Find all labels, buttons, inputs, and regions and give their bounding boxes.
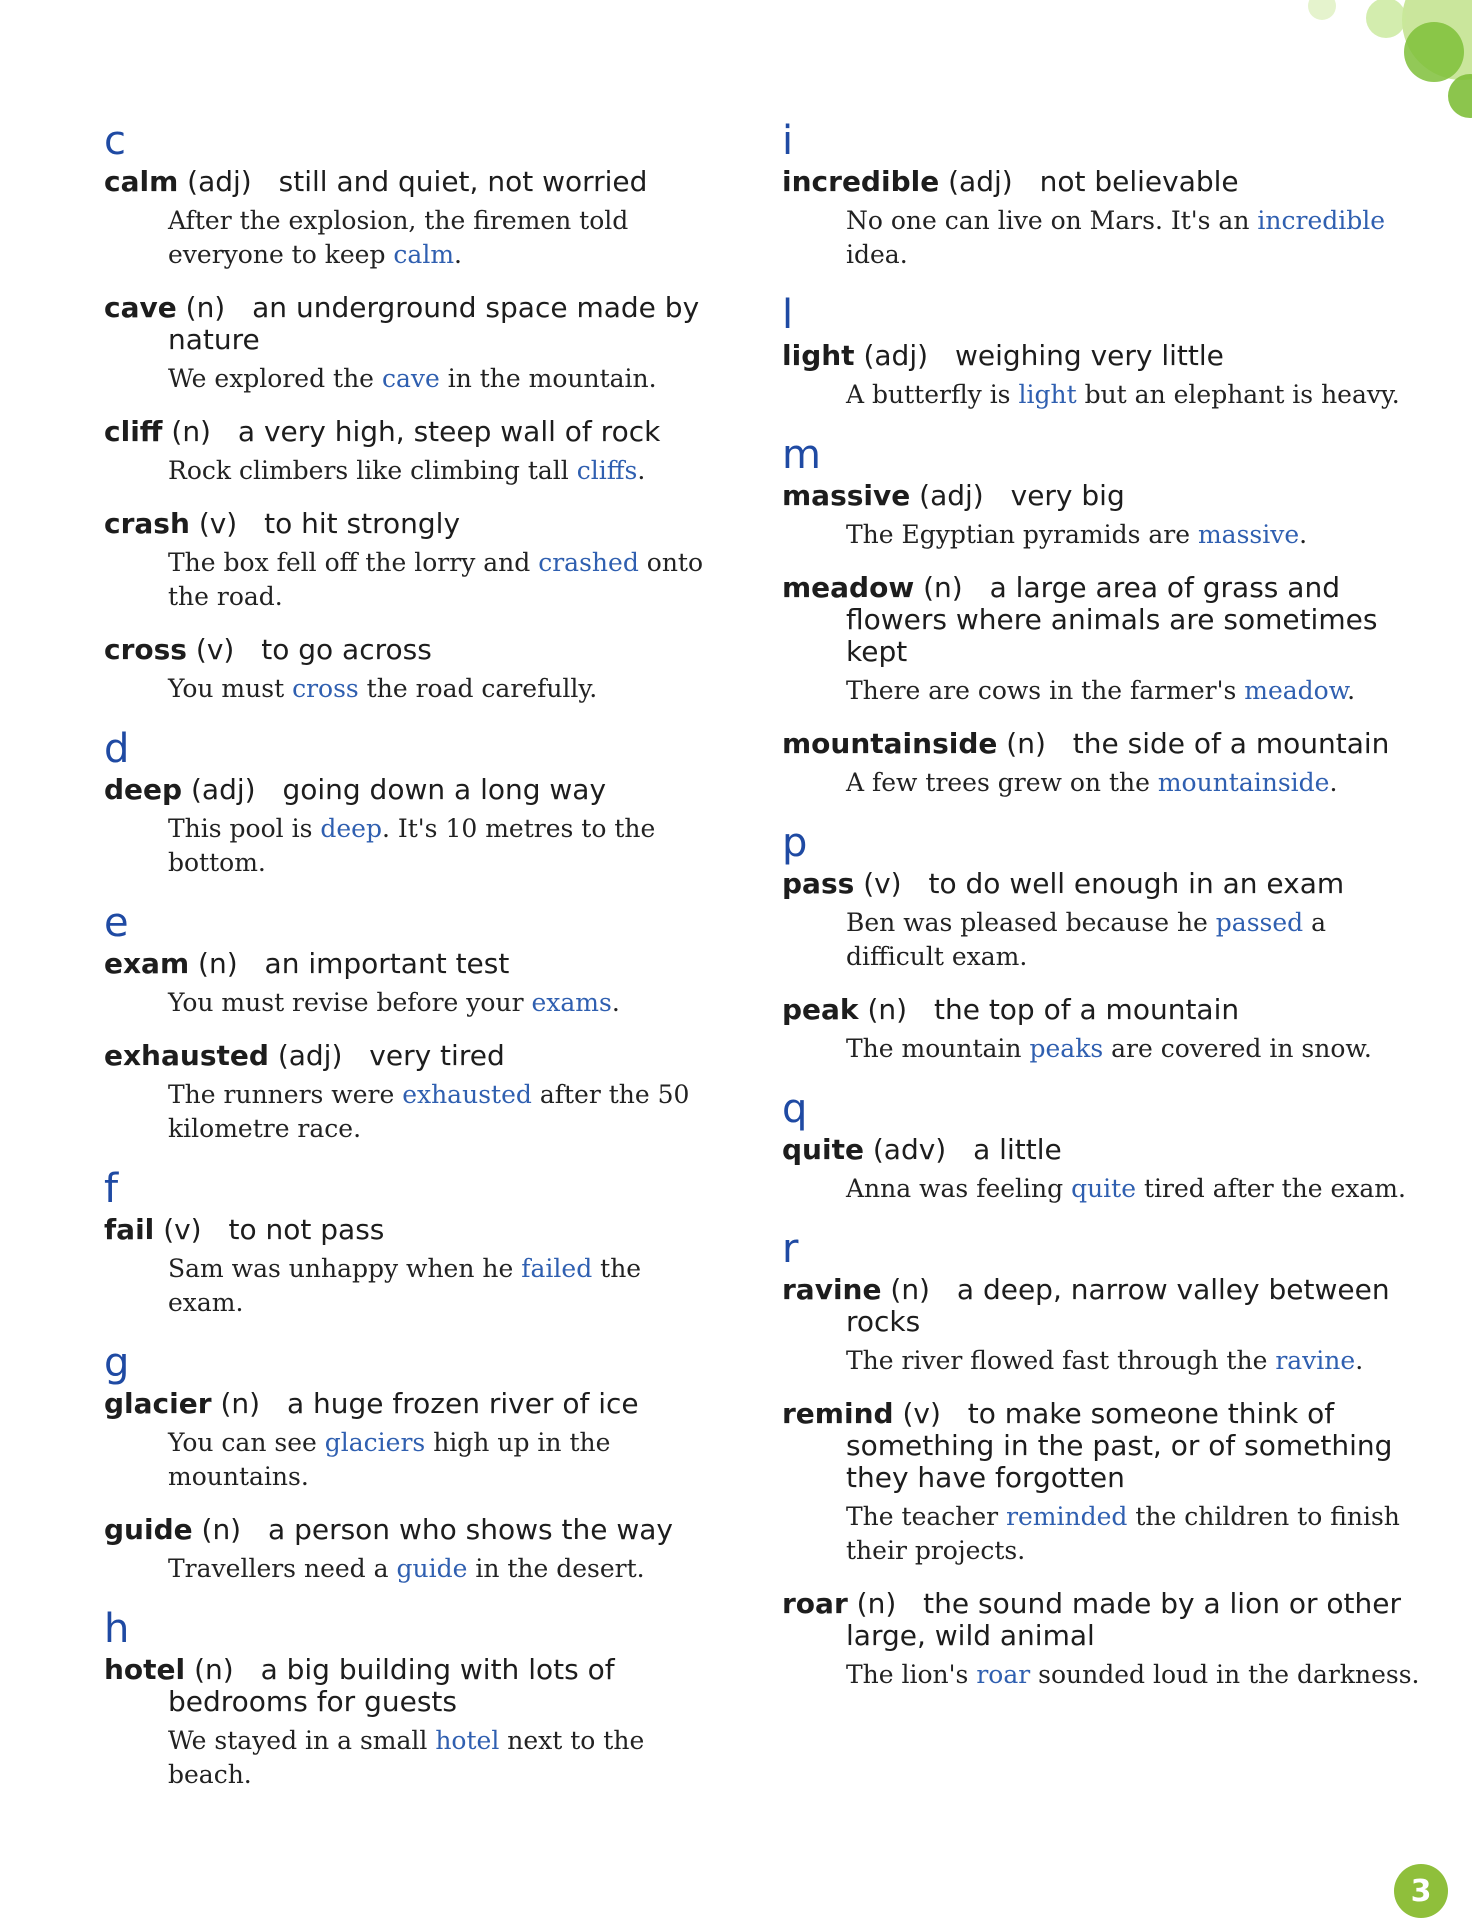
example-highlighted-word: hotel [435,1726,500,1755]
entry-part-of-speech: (adj) [190,773,256,806]
entry-definition: weighing very little [954,339,1224,372]
entry-example [104,1078,724,1146]
entry-headline [782,480,1422,512]
entry-part-of-speech: (n) [856,1587,897,1620]
entry-word: ravine [782,1273,882,1306]
entry-example [104,1426,724,1494]
entry-example [782,674,1422,708]
entry-headline [104,948,724,980]
entry-headline [782,1588,1422,1652]
example-text: idea. [846,240,908,269]
entry-example [104,1724,724,1792]
entry-definition: very big [1010,479,1125,512]
entry-example [104,672,724,706]
entry-headline [782,1398,1422,1494]
entry-headline [104,1654,724,1718]
entry-part-of-speech: (n) [890,1273,930,1306]
glossary-entry [782,1588,1422,1692]
letter-section [104,900,724,1146]
section-letter: p [782,820,808,866]
example-text: the children to finish their projects. [846,1502,1400,1565]
entry-definition: an important test [264,947,510,980]
entry-definition: not believable [1039,165,1239,198]
glossary-entry [104,1214,724,1320]
entry-part-of-speech: (n) [185,291,226,324]
entry-word: exhausted [104,1039,269,1072]
entry-word: crash [104,507,190,540]
page-number-badge: 3 [1394,1864,1448,1918]
example-highlighted-word: cave [381,364,440,393]
glossary-entry [782,480,1422,552]
glossary-entry [782,166,1422,272]
entry-example [782,906,1422,974]
glossary-entry [104,292,724,396]
section-letter: g [104,1340,130,1386]
letter-section [782,1086,1422,1206]
glossary-entry [782,572,1422,708]
entry-headline [104,166,724,198]
example-text: in the desert. [467,1554,645,1583]
entry-definition: a person who shows the way [268,1513,673,1546]
entry-definition: the top of a mountain [933,993,1240,1026]
example-text: Travellers need a [168,1554,397,1583]
example-text: . It's 10 metres to the bottom. [168,814,656,877]
example-text: . [1299,520,1308,549]
entry-example [104,812,724,880]
entry-word: remind [782,1397,894,1430]
entry-headline [782,994,1422,1026]
entry-word: cave [104,291,177,324]
glossary-entry [104,1514,724,1586]
example-highlighted-word: passed [1215,908,1304,937]
entry-headline [104,1214,724,1246]
entry-headline [104,1388,724,1420]
entry-headline [104,774,724,806]
glossary-entry [104,166,724,272]
entry-headline [104,1040,724,1072]
entry-word: hotel [104,1653,186,1686]
example-highlighted-word: exhausted [402,1080,532,1109]
letter-section [782,820,1422,1066]
letter-section [782,292,1422,412]
example-text: onto the road. [168,548,704,611]
example-text: No one can live on Mars. It's an [846,206,1258,235]
entry-word: exam [104,947,190,980]
example-text: a difficult exam. [846,908,1327,971]
entry-definition: a huge frozen river of ice [286,1387,639,1420]
entry-part-of-speech: (v) [195,633,235,666]
example-text: sounded loud in the darkness. [1030,1660,1420,1689]
example-text: The lion's [846,1660,977,1689]
example-text: A few trees grew on the [846,768,1158,797]
entry-example [782,1032,1422,1066]
entry-headline [104,1514,724,1546]
entry-part-of-speech: (adj) [919,479,984,512]
entry-definition: still and quiet, not worried [278,165,648,198]
entry-example [104,1552,724,1586]
glossary-entry [782,994,1422,1066]
glossary-entry [104,416,724,488]
example-highlighted-word: roar [976,1660,1031,1689]
example-text: tired after the exam. [1136,1174,1406,1203]
entry-part-of-speech: (adv) [872,1133,947,1166]
letter-section [104,1606,724,1792]
entry-headline [104,416,724,448]
entry-definition: to do well enough in an exam [928,867,1345,900]
example-text: You can see [168,1428,325,1457]
entry-word: roar [782,1587,848,1620]
example-highlighted-word: crashed [538,548,639,577]
entry-headline [782,1274,1422,1338]
example-text: The runners were [168,1080,403,1109]
entry-example [782,378,1422,412]
entry-definition: a deep, narrow valley between rocks [846,1273,1390,1338]
entry-example [782,518,1422,552]
example-text: A butterfly is [846,380,1019,409]
entry-definition: to go across [261,633,432,666]
entry-word: calm [104,165,179,198]
entry-word: meadow [782,571,915,604]
glossary-entry [104,948,724,1020]
glossary-entry [782,728,1422,800]
entry-part-of-speech: (n) [1006,727,1046,760]
example-text: high up in the mountains. [168,1428,611,1491]
entry-word: peak [782,993,859,1026]
entry-part-of-speech: (v) [198,507,238,540]
entry-definition: an underground space made by nature [168,291,700,356]
example-text: after the 50 kilometre race. [168,1080,690,1143]
example-text: After the explosion, the firemen told everyone to keep [168,206,629,269]
entry-part-of-speech: (v) [902,1397,941,1430]
entry-part-of-speech: (n) [171,415,211,448]
section-letter: q [782,1086,808,1132]
letter-section [782,1226,1422,1692]
example-highlighted-word: deep [320,814,382,843]
entry-part-of-speech: (adj) [863,339,929,372]
example-highlighted-word: quite [1071,1174,1137,1203]
entry-word: cross [104,633,187,666]
example-text: Sam was unhappy when he [168,1254,522,1283]
section-letter: d [104,726,130,772]
entry-definition: to hit strongly [264,507,461,540]
entry-definition: going down a long way [282,773,607,806]
section-letter: m [782,432,821,478]
example-highlighted-word: massive [1197,520,1300,549]
entry-example [104,546,724,614]
entry-word: guide [104,1513,193,1546]
example-text: You must revise before your [168,988,532,1017]
letter-section [104,118,724,706]
letter-section [782,432,1422,800]
entry-headline [782,1134,1422,1166]
example-text: The box fell off the lorry and [168,548,539,577]
entry-example [104,1252,724,1320]
entry-example [782,1658,1422,1692]
glossary-entry [782,1398,1422,1568]
example-highlighted-word: calm [393,240,455,269]
glossary-entry [104,1388,724,1494]
entry-definition: a big building with lots of bedrooms for guests [168,1653,615,1718]
entry-word: light [782,339,855,372]
glossary-entry [782,868,1422,974]
glossary-entry [782,1134,1422,1206]
example-text: Rock climbers like climbing tall [168,456,577,485]
entry-word: quite [782,1133,864,1166]
entry-definition: a very high, steep wall of rock [237,415,661,448]
example-text: the road carefully. [358,674,598,703]
example-text: next to the beach. [168,1726,645,1789]
glossary-entry [104,774,724,880]
example-text: Ben was pleased because he [846,908,1216,937]
section-letter: h [104,1606,130,1652]
entry-definition: the sound made by a lion or other large, wild animal [846,1587,1402,1652]
entry-part-of-speech: (n) [220,1387,261,1420]
example-text: There are cows in the farmer's [846,676,1245,705]
entry-word: pass [782,867,855,900]
glossary-entry [782,340,1422,412]
letter-section [104,1340,724,1586]
entry-definition: the side of a mountain [1072,727,1390,760]
example-text: You must [168,674,293,703]
entry-definition: a large area of grass and flowers where animals are sometimes kept [846,571,1378,668]
section-letter: i [782,118,794,164]
example-text: the exam. [168,1254,642,1317]
letter-section [782,118,1422,272]
entry-headline [782,728,1422,760]
example-text: Anna was feeling [846,1174,1072,1203]
example-text: The river flowed fast through the [846,1346,1276,1375]
entry-headline [782,572,1422,668]
section-letter: r [782,1226,799,1272]
entry-word: cliff [104,415,163,448]
example-highlighted-word: light [1018,380,1077,409]
example-highlighted-word: exams [531,988,612,1017]
section-letter: e [104,900,129,946]
entry-example [782,1344,1422,1378]
entry-example [782,204,1422,272]
entry-definition: to not pass [228,1213,385,1246]
glossary-right-column [782,118,1422,1712]
entry-word: deep [104,773,183,806]
entry-headline [782,340,1422,372]
entry-example [104,986,724,1020]
example-text: . [1347,676,1356,705]
example-text: . [1329,768,1338,797]
example-text: . [454,240,462,269]
entry-part-of-speech: (n) [201,1513,242,1546]
example-text: . [637,456,646,485]
example-highlighted-word: peaks [1029,1034,1104,1063]
entry-word: massive [782,479,911,512]
entry-headline [782,166,1422,198]
example-highlighted-word: cross [292,674,359,703]
example-text: This pool is [168,814,321,843]
example-text: . [611,988,620,1017]
example-highlighted-word: cliffs [576,456,638,485]
entry-word: mountainside [782,727,998,760]
entry-part-of-speech: (adj) [187,165,252,198]
example-text: The mountain [846,1034,1030,1063]
entry-definition: to make someone think of something in the past, or of something they have forgotten [846,1397,1393,1494]
glossary-entry [104,508,724,614]
entry-example [104,362,724,396]
entry-headline [104,292,724,356]
section-letter: l [782,292,794,338]
section-letter: f [104,1166,119,1212]
entry-example [782,766,1422,800]
entry-part-of-speech: (adj) [948,165,1013,198]
entry-part-of-speech: (n) [198,947,238,980]
glossary-entry [104,1654,724,1792]
example-highlighted-word: incredible [1257,206,1386,235]
entry-definition: very tired [369,1039,505,1072]
entry-word: glacier [104,1387,212,1420]
entry-part-of-speech: (n) [194,1653,234,1686]
glossary-entry [104,634,724,706]
entry-definition: a little [973,1133,1062,1166]
entry-word: fail [104,1213,155,1246]
example-text: We stayed in a small [168,1726,436,1755]
entry-example [104,204,724,272]
letter-section [104,726,724,880]
example-text: . [1355,1346,1364,1375]
example-text: in the mountain. [439,364,657,393]
example-text: The Egyptian pyramids are [846,520,1198,549]
example-highlighted-word: failed [521,1254,593,1283]
example-highlighted-word: reminded [1006,1502,1128,1531]
entry-headline [782,868,1422,900]
entry-word: incredible [782,165,940,198]
glossary-entry [782,1274,1422,1378]
section-letter: c [104,118,126,164]
entry-example [104,454,724,488]
entry-part-of-speech: (n) [867,993,908,1026]
example-highlighted-word: meadow [1244,676,1348,705]
example-highlighted-word: guide [396,1554,468,1583]
entry-example [782,1500,1422,1568]
entry-headline [104,634,724,666]
entry-part-of-speech: (v) [863,867,902,900]
example-text: but an elephant is heavy. [1076,380,1400,409]
letter-section [104,1166,724,1320]
example-text: The teacher [846,1502,1007,1531]
example-highlighted-word: ravine [1275,1346,1356,1375]
entry-part-of-speech: (adj) [277,1039,343,1072]
entry-headline [104,508,724,540]
example-highlighted-word: mountainside [1157,768,1330,797]
entry-part-of-speech: (v) [163,1213,202,1246]
example-text: are covered in snow. [1103,1034,1372,1063]
example-highlighted-word: glaciers [324,1428,426,1457]
glossary-entry [104,1040,724,1146]
glossary-left-column [104,118,724,1812]
example-text: We explored the [168,364,382,393]
entry-part-of-speech: (n) [923,571,963,604]
entry-example [782,1172,1422,1206]
